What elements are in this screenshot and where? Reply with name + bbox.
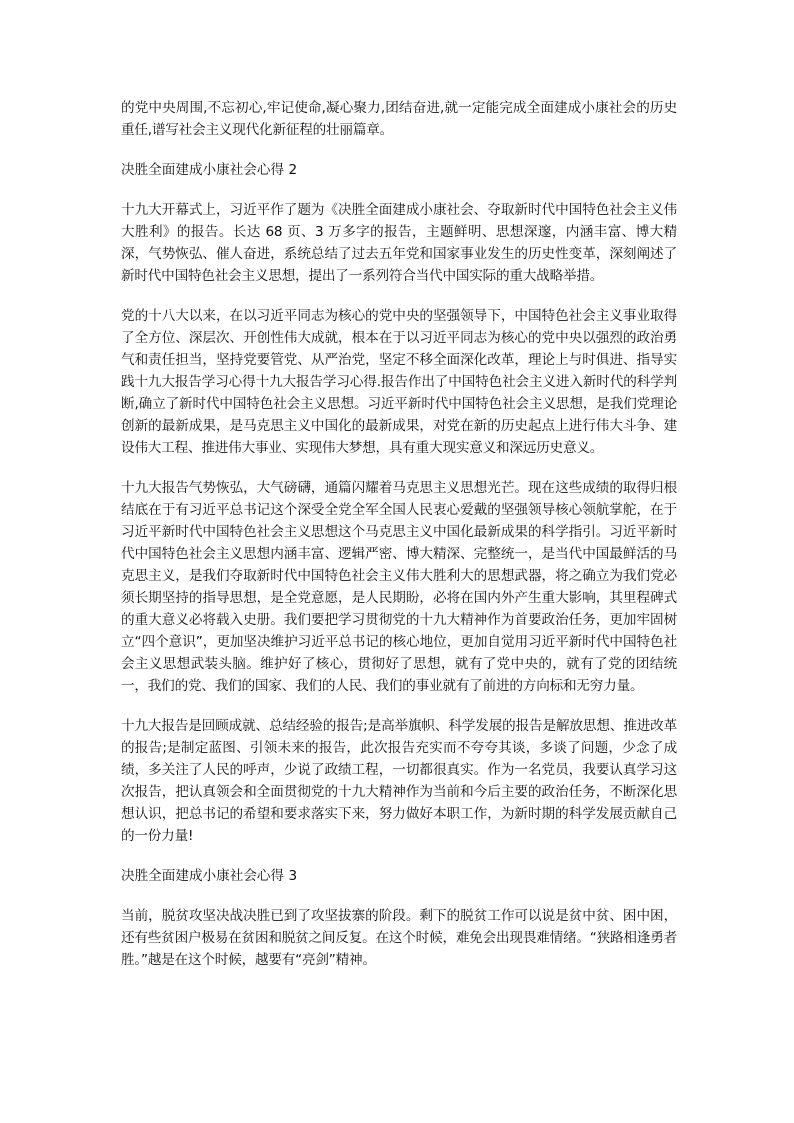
- paragraph-continuation: 的党中央周围,不忘初心,牢记使命,凝心聚力,团结奋进,就一定能完成全面建成小康社会的历史重任,谱写社会主义现代化新征程的壮丽篇章。: [121, 100, 677, 138]
- paragraph-opening-ceremony: 十九大开幕式上，习近平作了题为《决胜全面建成小康社会、夺取新时代中国特色社会主义伟大胜利》的报告。长达 68 页、3 万多字的报告，主题鲜明、思想深邃，内涵丰富、博大精深，气势恢弘、催人奋进，系统总结了过去五年党和国家事业发生的历史性变革，深刻阐述了新时代中国特色社会主义思想，提出了一系列符合当代中国实际的重大战略举措。: [121, 202, 677, 284]
- paragraph-poverty-alleviation: 当前，脱贫攻坚决战决胜已到了攻坚拔寨的阶段。剩下的脱贫工作可以说是贫中贫、困中困，还有些贫困户极易在贫困和脱贫之间反复。在这个时候，难免会出现畏难情绪。“狭路相逢勇者胜。”越是在这个时候，越要有“亮剑”精神。: [121, 908, 677, 968]
- paragraph-eighteenth-congress: 党的十八大以来，在以习近平同志为核心的党中央的坚强领导下，中国特色社会主义事业取得了全方位、深层次、开创性伟大成就，根本在于以习近平同志为核心的党中央以强烈的政治勇气和责任担当，坚持党要管党、从严治党，坚定不移全面深化改革，理论上与时俱进、指导实践十九大报告学习心得十九大报告学习心得.报告作出了中国特色社会主义进入新时代的科学判断,确立了新时代中国特色社会主义思想。习近平新时代中国特色社会主义思想，是我们党理论创新的最新成果，是马克思主义中国化的最新成果，对党在新的历史起点上进行伟大斗争、建设伟大工程、推进伟大事业、实现伟大梦想，具有重大现实意义和深远历史意义。: [121, 308, 677, 456]
- paragraph-report-spirit: 十九大报告气势恢弘，大气磅礴，通篇闪耀着马克思主义思想光芒。现在这些成绩的取得归根结底在于有习近平总书记这个深受全党全军全国人民衷心爱戴的坚强领导核心领航掌舵，在于习近平新时代中国特色社会主义思想这个马克思主义中国化最新成果的科学指引。习近平新时代中国特色社会主义思想内涵丰富、逻辑严密、博大精深、完整统一，是当代中国最鲜活的马克思主义，是我们夺取新时代中国特色社会主义伟大胜利大的思想武器，将之确立为我们党必须长期坚持的指导思想，是全党意愿，是人民期盼，必将在国内外产生重大影响，其里程碑式的重大意义必将载入史册。我们要把学习贯彻党的十九大精神作为首要政治任务，更加牢固树立“四个意识”，更加坚决维护习近平总书记的核心地位，更加自觉用习近平新时代中国特色社会主义思想武装头脑。维护好了核心，贯彻好了思想，就有了党中央的，就有了党的团结统一，我们的党、我们的国家、我们的人民、我们的事业就有了前进的方向标和无穷力量。: [121, 480, 677, 694]
- document-page: [121, 97, 677, 971]
- section-heading-2: 决胜全面建成小康社会心得 2: [121, 162, 298, 178]
- section-heading-3: 决胜全面建成小康社会心得 3: [121, 868, 298, 884]
- paragraph-report-review: 十九大报告是回顾成就、总结经验的报告;是高举旗帜、科学发展的报告是解放思想、推进改革的报告;是制定蓝图、引领未来的报告，此次报告充实而不夸夸其谈，多谈了问题，少念了成绩，多关注了人民的呼声，少说了政绩工程，一切都很真实。作为一名党员，我要认真学习这次报告，把认真领会和全面贯彻党的十九大精神作为当前和今后主要的政治任务，不断深化思想认识，把总书记的希望和要求落实下来，努力做好本职工作，为新时期的科学发展贡献自己的一份力量!: [121, 718, 677, 844]
